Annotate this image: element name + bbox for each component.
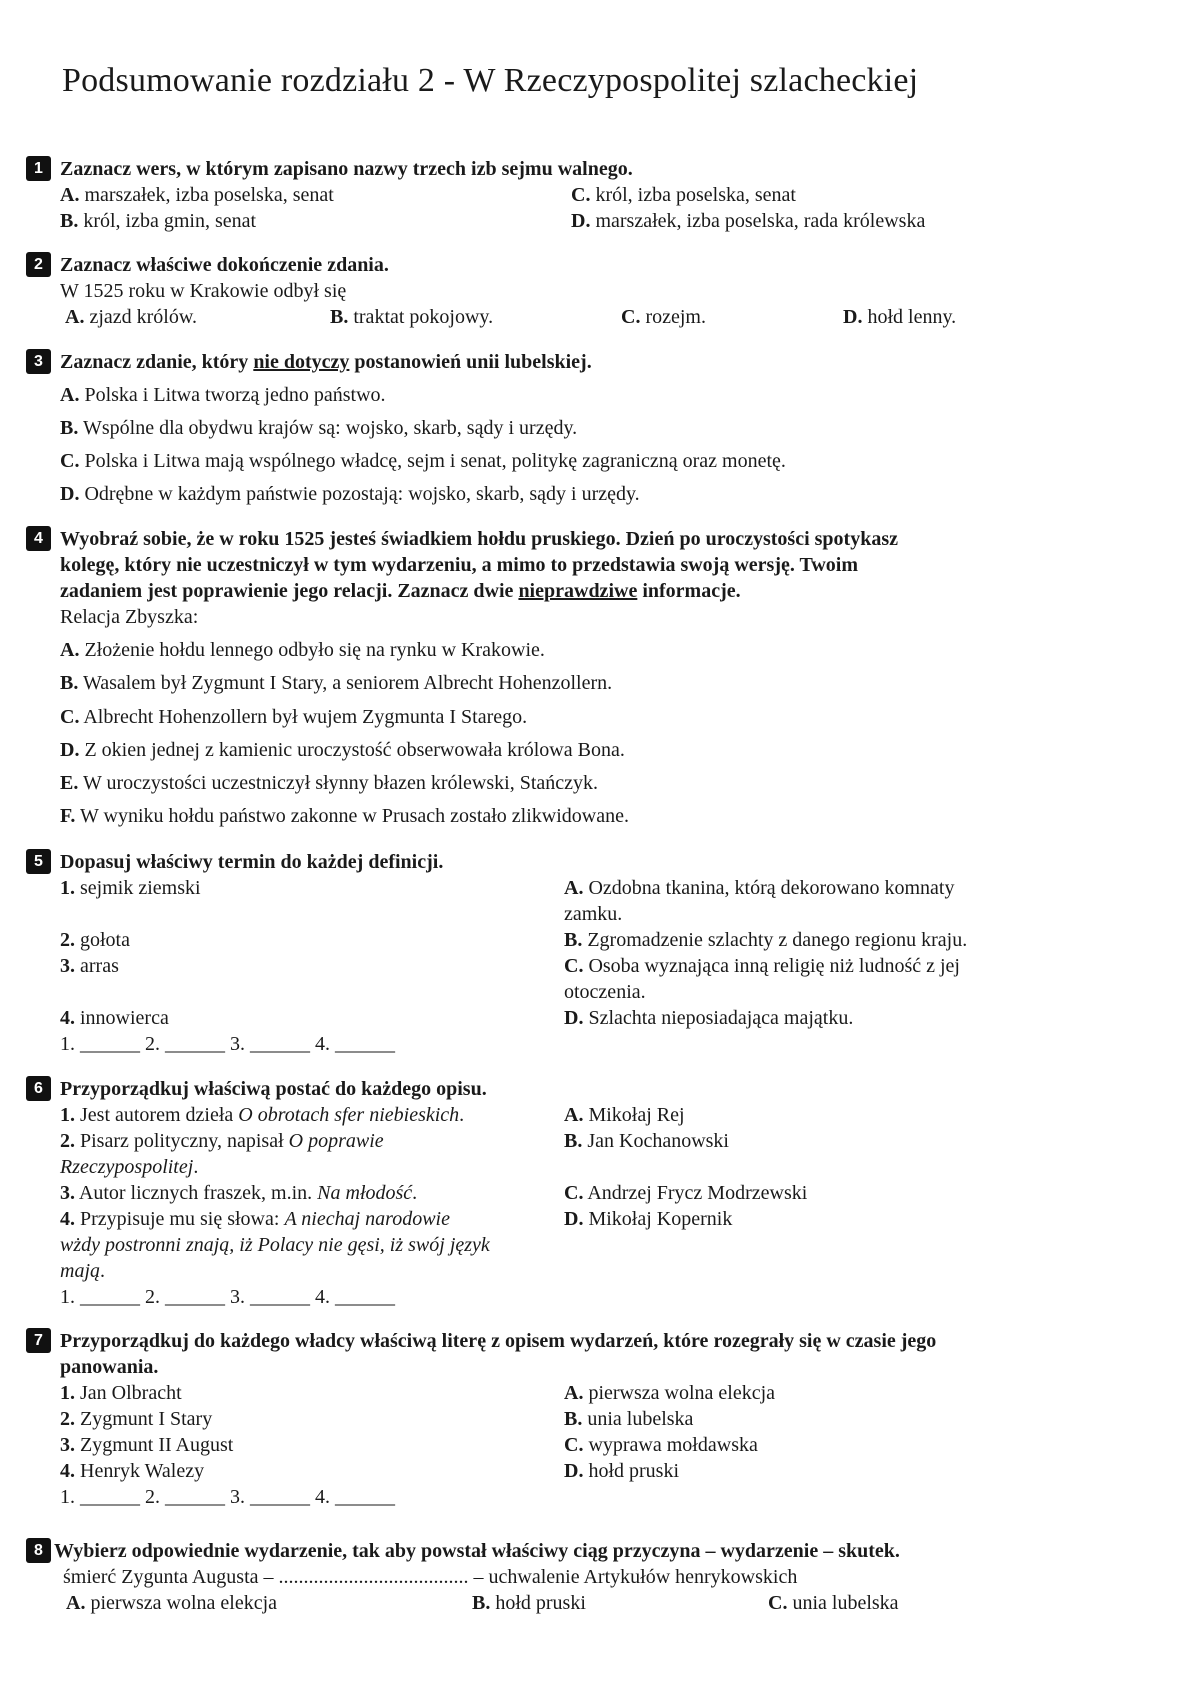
question-4-line-2: kolegę, który nie uczestniczył w tym wydarzeniu, a mimo to przedstawia swoją wersję. Twoim [60,554,859,576]
ruler-3: 3. Zygmunt II August [60,1434,234,1456]
question-8-text: Wybierz odpowiednie wydarzenie, tak aby powstał właściwy ciąg przyczyna – wydarzenie – skutek. [54,1540,900,1562]
definition-d: D. Szlachta nieposiadająca majątku. [564,1007,854,1029]
description-4-cont: wżdy postronni znają, iż Polacy nie gęsi, iż swój język [60,1234,490,1256]
option-b[interactable]: B. król, izba gmin, senat [60,210,257,232]
term-2: 2. gołota [60,929,130,951]
question-number-badge: 4 [26,526,51,551]
question-4-line-1: Wyobraź sobie, że w roku 1525 jesteś świadkiem hołdu pruskiego. Dzień po uroczystości spotykasz [60,528,898,550]
description-2: 2. Pisarz polityczny, napisał O poprawie [60,1130,384,1152]
question-1-text: Zaznacz wers, w którym zapisano nazwy trzech izb sejmu walnego. [60,158,633,180]
option-b[interactable]: B. Wasalem był Zygmunt I Stary, a seniorem Albrecht Hohenzollern. [60,672,613,694]
option-c[interactable]: C. rozejm. [621,306,706,328]
ruler-2: 2. Zygmunt I Stary [60,1408,213,1430]
question-number-badge: 1 [26,156,51,181]
question-number-badge: 3 [26,349,51,374]
option-c[interactable]: C. unia lubelska [768,1592,899,1614]
option-f[interactable]: F. W wyniku hołdu państwo zakonne w Prusach zostało zlikwidowane. [60,805,629,827]
question-number-badge: 8 [26,1538,51,1563]
event-a: A. pierwsza wolna elekcja [564,1382,776,1404]
question-4-line-3: zadaniem jest poprawienie jego relacji. Zaznacz dwie nieprawdziwe informacje. [60,580,741,602]
event-b: B. unia lubelska [564,1408,694,1430]
option-d[interactable]: D. Odrębne w każdym państwie pozostają: wojsko, skarb, sądy i urzędy. [60,483,640,505]
option-a[interactable]: A. pierwsza wolna elekcja [66,1592,278,1614]
question-number-badge: 6 [26,1076,51,1101]
term-4: 4. innowierca [60,1007,169,1029]
question-7-line-2: panowania. [60,1356,159,1378]
person-d: D. Mikołaj Kopernik [564,1208,733,1230]
page-title: Podsumowanie rozdziału 2 - W Rzeczypospolitej szlacheckiej [62,62,919,99]
question-stem: śmierć Zygunta Augusta – ...................................... – uchwalenie Artykułów henrykowskich [63,1566,798,1588]
term-3: 3. arras [60,955,119,977]
term-1: 1. sejmik ziemski [60,877,201,899]
question-number-badge: 7 [26,1328,51,1353]
description-2-cont: Rzeczypospolitej. [60,1156,199,1178]
option-e[interactable]: E. W uroczystości uczestniczył słynny błazen królewski, Stańczyk. [60,772,599,794]
event-c: C. wyprawa mołdawska [564,1434,758,1456]
question-6-text: Przyporządkuj właściwą postać do każdego opisu. [60,1078,487,1100]
person-a: A. Mikołaj Rej [564,1104,685,1126]
option-d[interactable]: D. Z okien jednej z kamienic uroczystość obserwowała królowa Bona. [60,739,625,761]
option-a[interactable]: A. zjazd królów. [65,306,198,328]
definition-a: A. Ozdobna tkanina, którą dekorowano komnaty [564,877,955,899]
question-7-line-1: Przyporządkuj do każdego władcy właściwą literę z opisem wydarzeń, które rozegrały się w czasie jego [60,1330,937,1352]
description-1: 1. Jest autorem dzieła O obrotach sfer niebieskich. [60,1104,465,1126]
event-d: D. hołd pruski [564,1460,680,1482]
answer-blanks[interactable]: 1. ______ 2. ______ 3. ______ 4. ______ [60,1033,395,1055]
question-stem: W 1525 roku w Krakowie odbył się [60,280,347,302]
ruler-4: 4. Henryk Walezy [60,1460,205,1482]
question-3-text: Zaznacz zdanie, który nie dotyczy postanowień unii lubelskiej. [60,351,592,373]
definition-c: C. Osoba wyznająca inną religię niż ludność z jej [564,955,960,977]
definition-c-cont: otoczenia. [564,981,646,1003]
question-number-badge: 5 [26,849,51,874]
question-5-text: Dopasuj właściwy termin do każdej definicji. [60,851,444,873]
question-2-text: Zaznacz właściwe dokończenie zdania. [60,254,389,276]
answer-blanks[interactable]: 1. ______ 2. ______ 3. ______ 4. ______ [60,1286,395,1308]
option-a[interactable]: A. marszałek, izba poselska, senat [60,184,334,206]
option-d[interactable]: D. marszałek, izba poselska, rada królewska [571,210,926,232]
option-a[interactable]: A. Złożenie hołdu lennego odbyło się na rynku w Krakowie. [60,639,545,661]
description-4: 4. Przypisuje mu się słowa: A niechaj narodowie [60,1208,450,1230]
definition-a-cont: zamku. [564,903,623,925]
description-3: 3. Autor licznych fraszek, m.in. Na młodość. [60,1182,418,1204]
question-stem: Relacja Zbyszka: [60,606,199,628]
person-b: B. Jan Kochanowski [564,1130,729,1152]
option-b[interactable]: B. traktat pokojowy. [330,306,494,328]
description-4-cont-2: mają. [60,1260,105,1282]
option-c[interactable]: C. król, izba poselska, senat [571,184,796,206]
definition-b: B. Zgromadzenie szlachty z danego regionu kraju. [564,929,968,951]
option-d[interactable]: D. hołd lenny. [843,306,957,328]
option-a[interactable]: A. Polska i Litwa tworzą jedno państwo. [60,384,386,406]
option-c[interactable]: C. Polska i Litwa mają wspólnego władcę, sejm i senat, politykę zagraniczną oraz monetę. [60,450,786,472]
option-c[interactable]: C. Albrecht Hohenzollern był wujem Zygmunta I Starego. [60,706,528,728]
answer-blanks[interactable]: 1. ______ 2. ______ 3. ______ 4. ______ [60,1486,395,1508]
question-number-badge: 2 [26,252,51,277]
person-c: C. Andrzej Frycz Modrzewski [564,1182,808,1204]
option-b[interactable]: B. hołd pruski [472,1592,586,1614]
ruler-1: 1. Jan Olbracht [60,1382,182,1404]
option-b[interactable]: B. Wspólne dla obydwu krajów są: wojsko, skarb, sądy i urzędy. [60,417,578,439]
